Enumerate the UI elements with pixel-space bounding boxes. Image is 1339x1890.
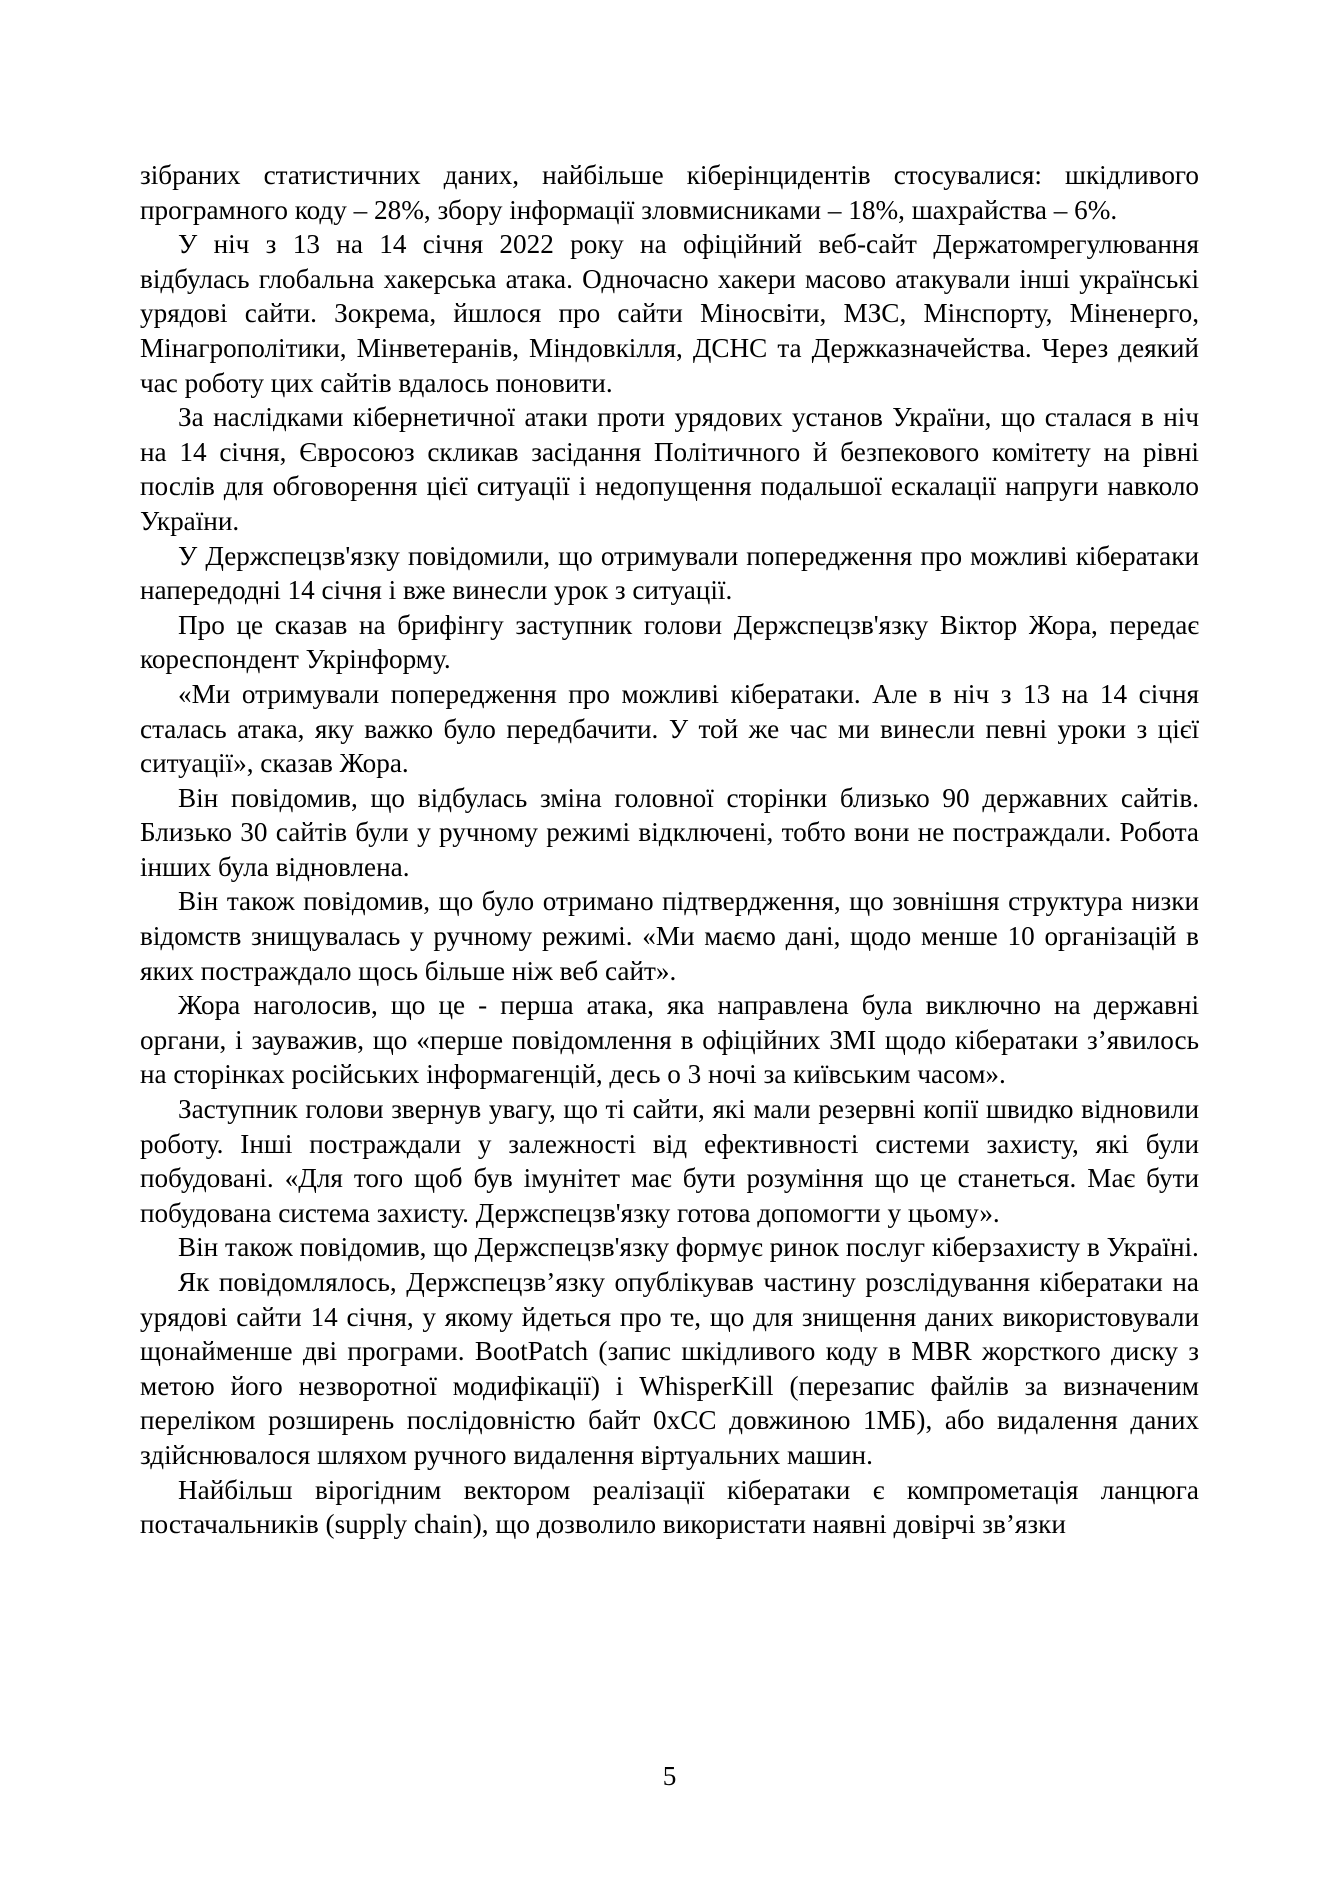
page-number: 5 <box>662 1761 677 1791</box>
paragraph-investigation: Як повідомлялось, Держспецзв’язку опублікував частину розслідування кібератаки на урядові сайти 14 січня, у якому йдеться про те, що для знищення даних використовували щонайменше дві програми. BootPatch (запис шкідливого коду в MBR жорсткого диску з метою його незворотної модифікації) і WhisperKill (перезапис файлів за визначеним переліком розширень послідовністю байт 0xCC довжиною 1МБ), або видалення даних здійснювалося шляхом ручного видалення віртуальних машин. <box>140 1267 1199 1470</box>
paragraph-market: Він також повідомив, що Держспецзв'язку формує ринок послуг кіберзахисту в Україні. <box>178 1232 1199 1263</box>
document-page <box>140 158 1199 1542</box>
paragraph-backups: Заступник голови звернув увагу, що ті сайти, які мали резервні копії швидко відновили роботу. Інші постраждали у залежності від ефективності системи захисту, які були побудовані. «Для того щоб був імунітет має бути розуміння що це станеться. Має бути побудована система захисту. Держспецзв'язку готова допомогти у цьому». <box>140 1094 1199 1228</box>
paragraph-quote: «Ми отримували попередження про можливі кібератаки. Але в ніч з 13 на 14 січня сталась атака, яку важко було передбачити. У той же час ми винесли певні уроки з цієї ситуації», сказав Жора. <box>140 678 1199 779</box>
paragraph-first-attack: Жора наголосив, що це - перша атака, яка направлена була виключно на державні органи, і зауважив, що «перше повідомлення в офіційних ЗМІ щодо кібератаки з’явилось на сторінках російських інформагенцій, десь о 3 ночі за київським часом». <box>140 990 1199 1090</box>
paragraph-attack-night: У ніч з 13 на 14 січня 2022 року на офіційний веб-сайт Держатомрегулювання відбулась глобальна хакерська атака. Одночасно хакери масово атакували інші українські урядові сайти. Зокрема, йшлося про сайти Міносвіти, МЗС, Мінспорту, Міненерго, Мінагрополітики, Мінветеранів, Міндовкілля, ДСНС та Держказначейства. Через деякий час роботу цих сайтів вдалось поновити. <box>140 229 1199 398</box>
paragraph-confirmation: Він також повідомив, що було отримано підтвердження, що зовнішня структура низки відомств знищувалась у ручному режимі. «Ми маємо дані, щодо менше 10 організацій в яких постраждало щось більше ніж веб сайт». <box>140 886 1199 986</box>
paragraph-warnings: У Держспецзв'язку повідомили, що отримували попередження про можливі кібератаки напередодні 14 січня і вже винесли урок з ситуації. <box>140 540 1199 606</box>
paragraph-eu-response: За наслідками кібернетичної атаки проти урядових установ України, що сталася в ніч на 14 січня, Євросоюз скликав засідання Політичного й безпекового комітету на рівні послів для обговорення цієї ситуації і недопущення подальшої ескалації напруги навколо України. <box>140 402 1199 536</box>
paragraph-sites-changed: Він повідомив, що відбулась зміна головної сторінки близько 90 державних сайтів. Близько 30 сайтів були у ручному режимі відключені, тобто вони не постраждали. Робота інших була відновлена. <box>140 782 1199 882</box>
paragraph-briefing: Про це сказав на брифінгу заступник голови Держспецзв'язку Віктор Жора, передає кореспондент Укрінформу. <box>140 609 1199 675</box>
paragraph-continuation: зібраних статистичних даних, найбільше кіберінцидентів стосувалися: шкідливого програмного коду – 28%, збору інформації зловмисниками – 18%, шахрайства – 6%. <box>140 160 1199 225</box>
paragraph-supply-chain: Найбільш вірогідним вектором реалізації кібератаки є компрометація ланцюга постачальників (supply chain), що дозволило використати наявні довірчі зв’язки <box>140 1474 1199 1540</box>
